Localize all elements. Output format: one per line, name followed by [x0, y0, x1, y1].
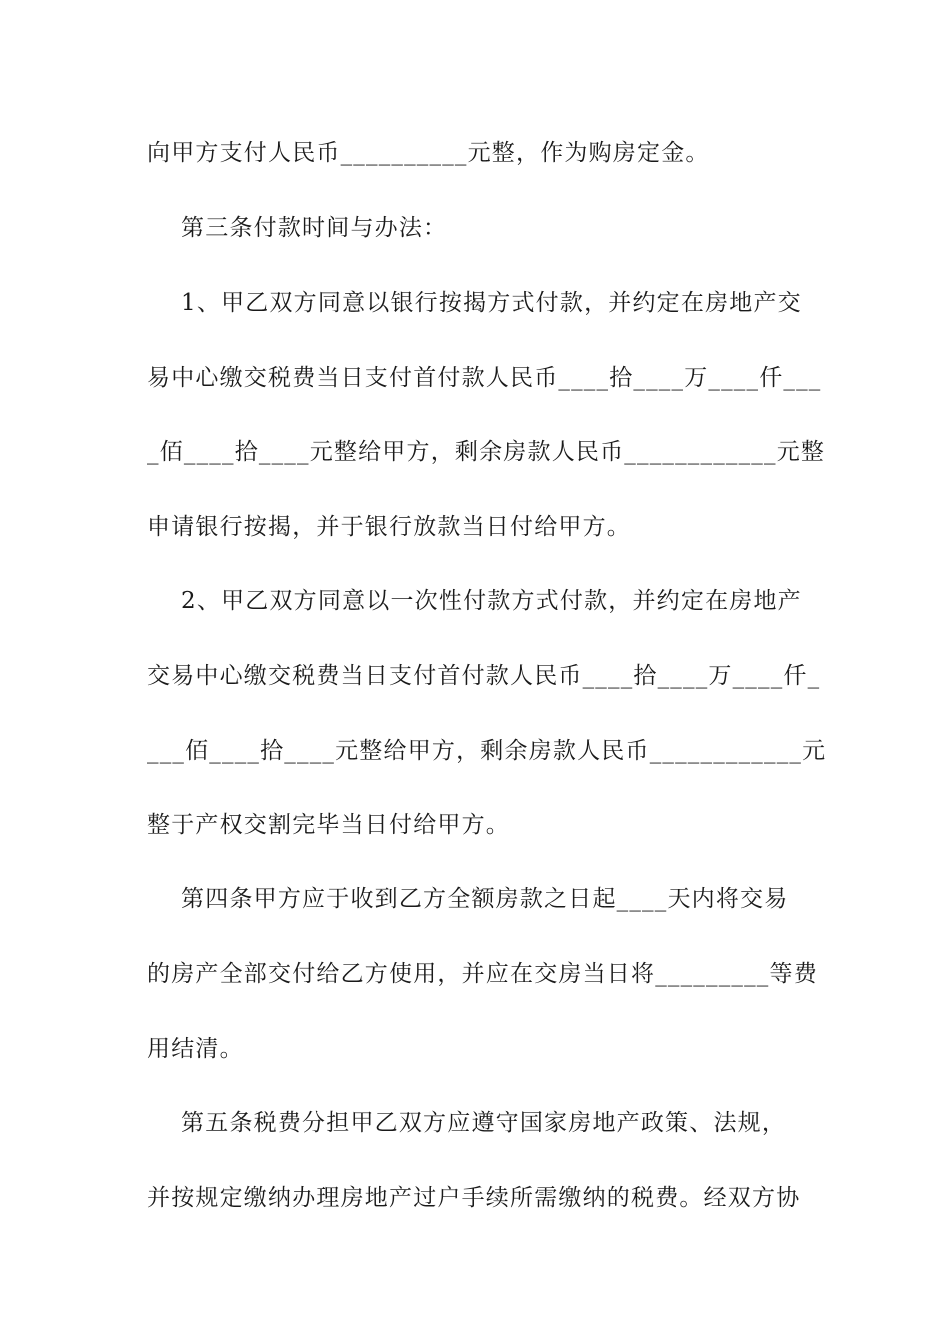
text-line: 2、甲乙双方同意以一次性付款方式付款，并约定在房地产 [147, 588, 802, 614]
text-line: 的房产全部交付给乙方使用，并应在交房当日将_________等费 [147, 961, 818, 987]
text-line: 第五条税费分担甲乙双方应遵守国家房地产政策、法规， [147, 1110, 787, 1136]
text-line: 申请银行按揭，并于银行放款当日付给甲方。 [147, 514, 631, 540]
text-line: 整于产权交割完毕当日付给甲方。 [147, 812, 510, 838]
text-line: 第三条付款时间与办法： [147, 215, 448, 241]
text-line: 并按规定缴纳办理房地产过户手续所需缴纳的税费。经双方协 [147, 1185, 801, 1211]
text-line: 向甲方支付人民币__________元整，作为购房定金。 [147, 140, 710, 166]
text-line: 第四条甲方应于收到乙方全额房款之日起____天内将交易 [147, 886, 789, 912]
text-line: 交易中心缴交税费当日支付首付款人民币____拾____万____仟_ [147, 663, 821, 689]
text-line: 1、甲乙双方同意以银行按揭方式付款，并约定在房地产交 [147, 290, 802, 316]
text-line: 易中心缴交税费当日支付首付款人民币____拾____万____仟___ [147, 365, 822, 391]
text-line: ___佰____拾____元整给甲方，剩余房款人民币____________元 [147, 738, 827, 764]
text-line: _佰____拾____元整给甲方，剩余房款人民币____________元整 [147, 439, 826, 465]
text-line: 用结清。 [147, 1036, 244, 1062]
